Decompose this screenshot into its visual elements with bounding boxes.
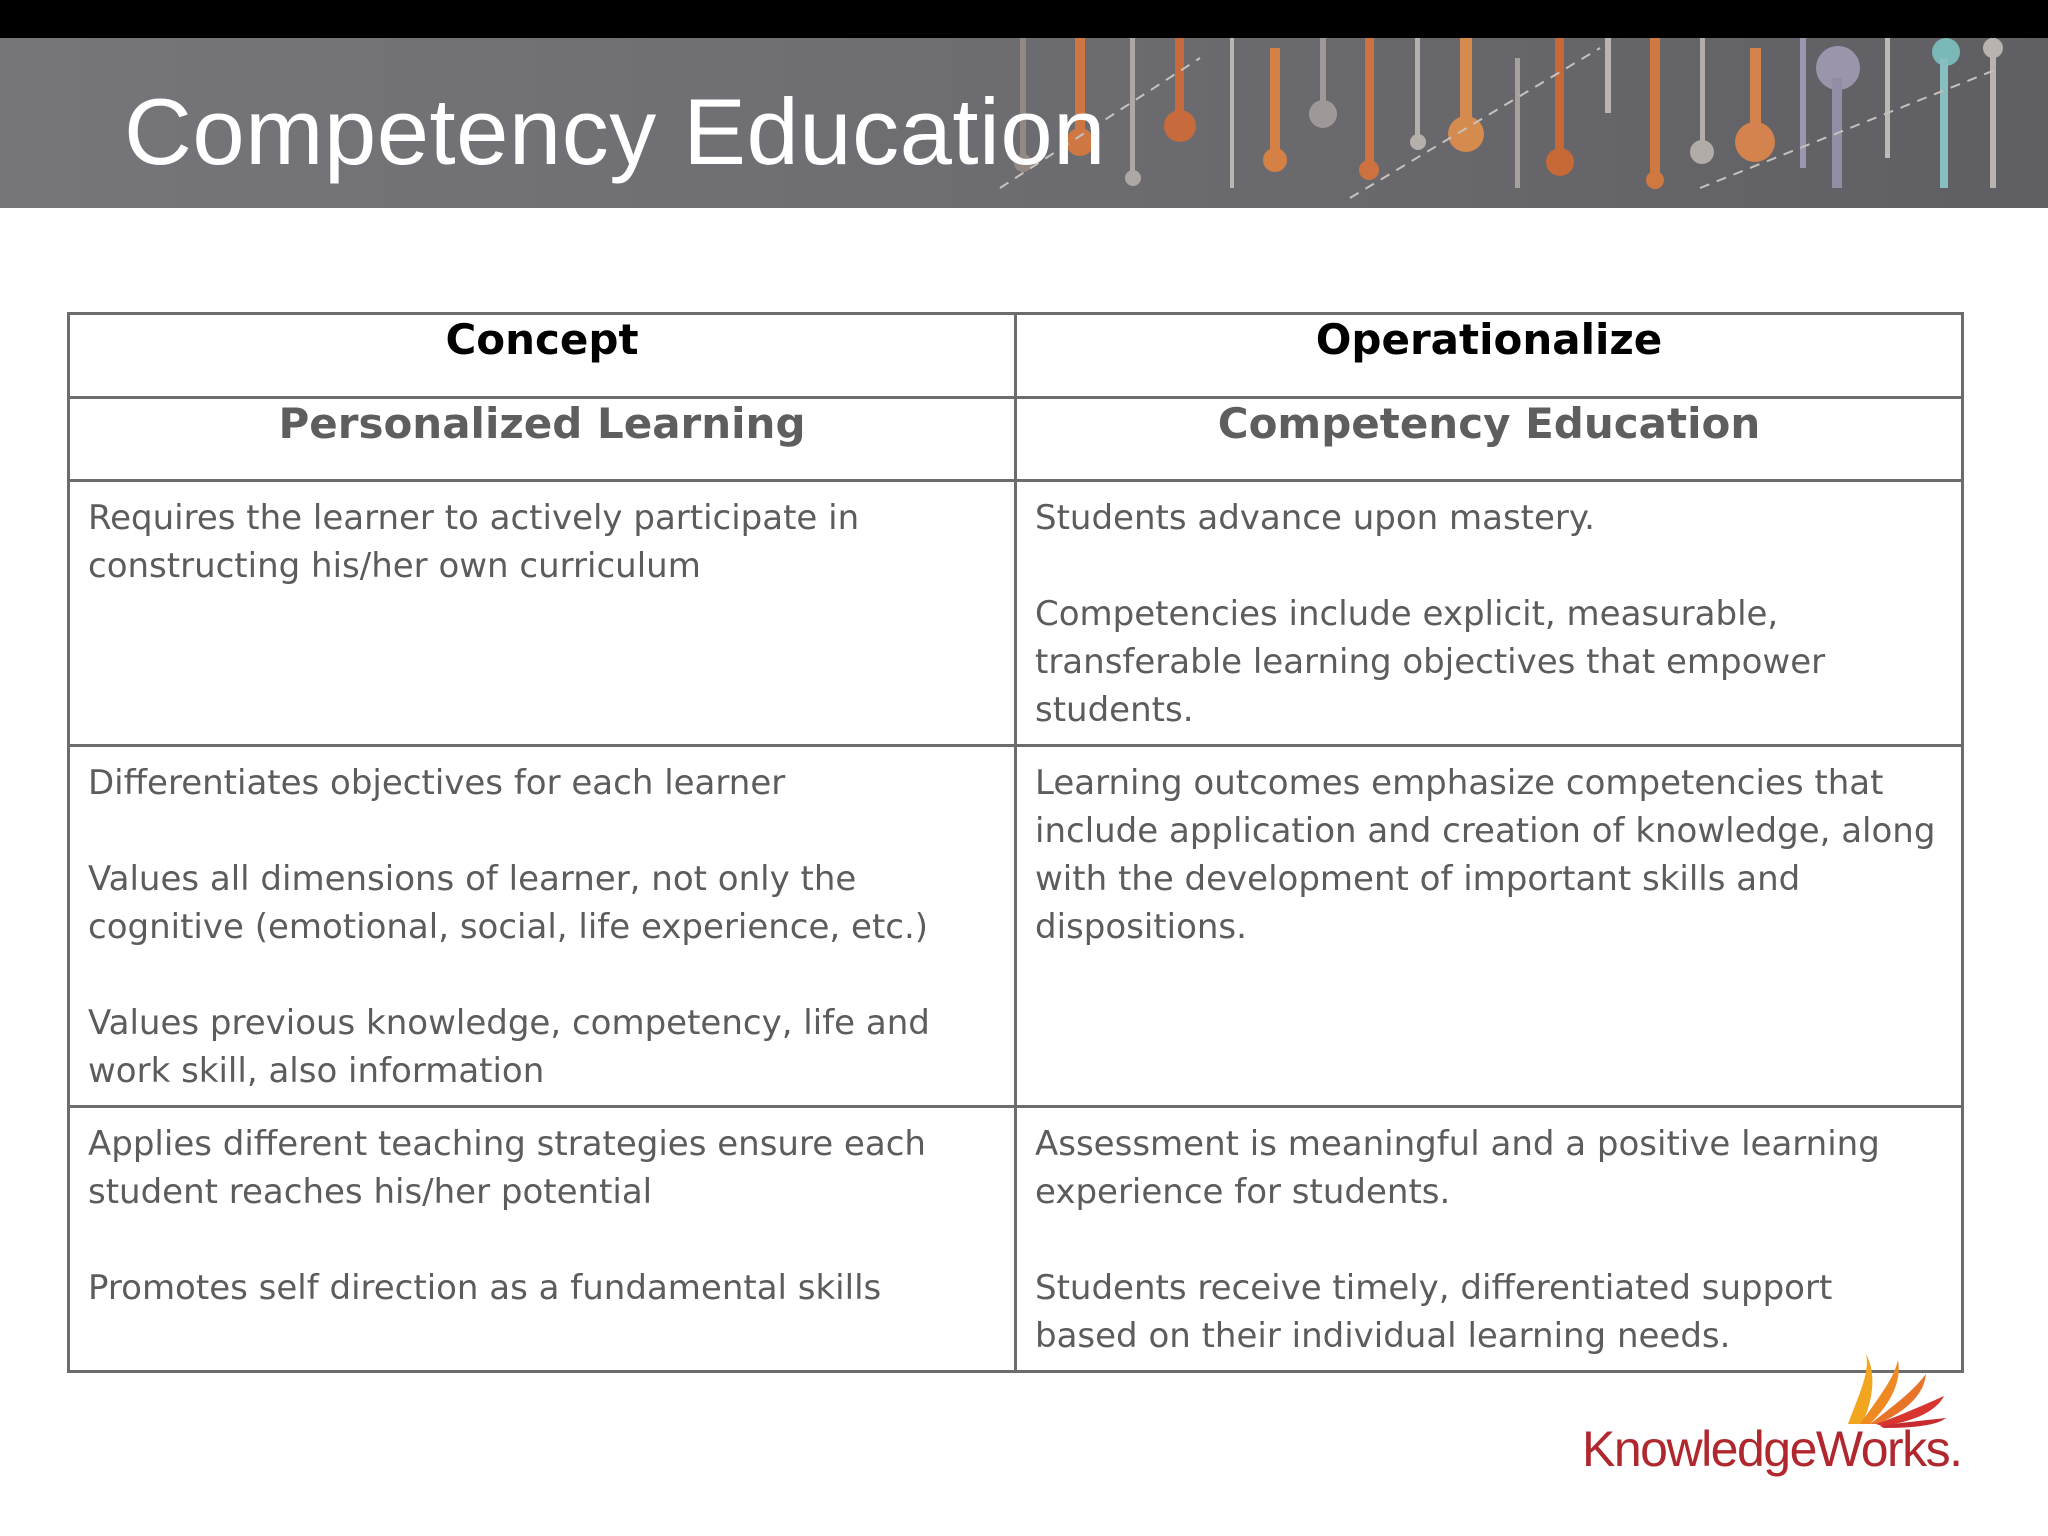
operationalize-cell [1016, 1107, 1963, 1372]
cell-text: Differentiates objectives for each learner [88, 763, 786, 803]
column-header-concept: Concept [69, 314, 1016, 398]
top-black-bar [0, 0, 2048, 38]
cell-text: Applies different teaching strategies ensure each student reaches his/her potential [88, 1124, 926, 1212]
cell-text: Values previous knowledge, competency, life and work skill, also information [88, 1003, 930, 1091]
cell-text: Values all dimensions of learner, not only the cognitive (emotional, social, life experience, etc.) [88, 859, 929, 947]
table-subheader-row [69, 398, 1963, 481]
logo-wordmark: KnowledgeWorks. [1582, 1421, 1962, 1477]
table-row [69, 481, 1963, 746]
subheader-competency-education: Competency Education [1016, 398, 1963, 481]
concept-cell [69, 746, 1016, 1107]
knowledgeworks-logo [1578, 1352, 1962, 1482]
flame-icon [1840, 1352, 1950, 1428]
operationalize-cell [1016, 481, 1963, 746]
cell-text: Students receive timely, differentiated support based on their individual learning needs. [1035, 1268, 1833, 1356]
table-row [69, 746, 1963, 1107]
cell-text: Promotes self direction as a fundamental skills [88, 1268, 882, 1308]
cell-text: Competencies include explicit, measurable, transferable learning objectives that empower students. [1035, 594, 1826, 730]
cell-text: Requires the learner to actively participate in constructing his/her own curriculum [88, 498, 860, 586]
subheader-personalized-learning: Personalized Learning [69, 398, 1016, 481]
page-title: Competency Education [124, 79, 1106, 184]
cell-text: Students advance upon mastery. [1035, 498, 1595, 538]
cell-text: Learning outcomes emphasize competencies that include application and creation of knowledge, along with the development of important skills and dispositions. [1035, 763, 1936, 947]
table-header-row [69, 314, 1963, 398]
title-banner [0, 38, 2048, 208]
operationalize-cell [1016, 746, 1963, 1107]
table-row [69, 1107, 1963, 1372]
column-header-operationalize: Operationalize [1016, 314, 1963, 398]
comparison-table [67, 312, 1964, 1373]
concept-cell [69, 1107, 1016, 1372]
concept-cell [69, 481, 1016, 746]
cell-text: Assessment is meaningful and a positive learning experience for students. [1035, 1124, 1880, 1212]
